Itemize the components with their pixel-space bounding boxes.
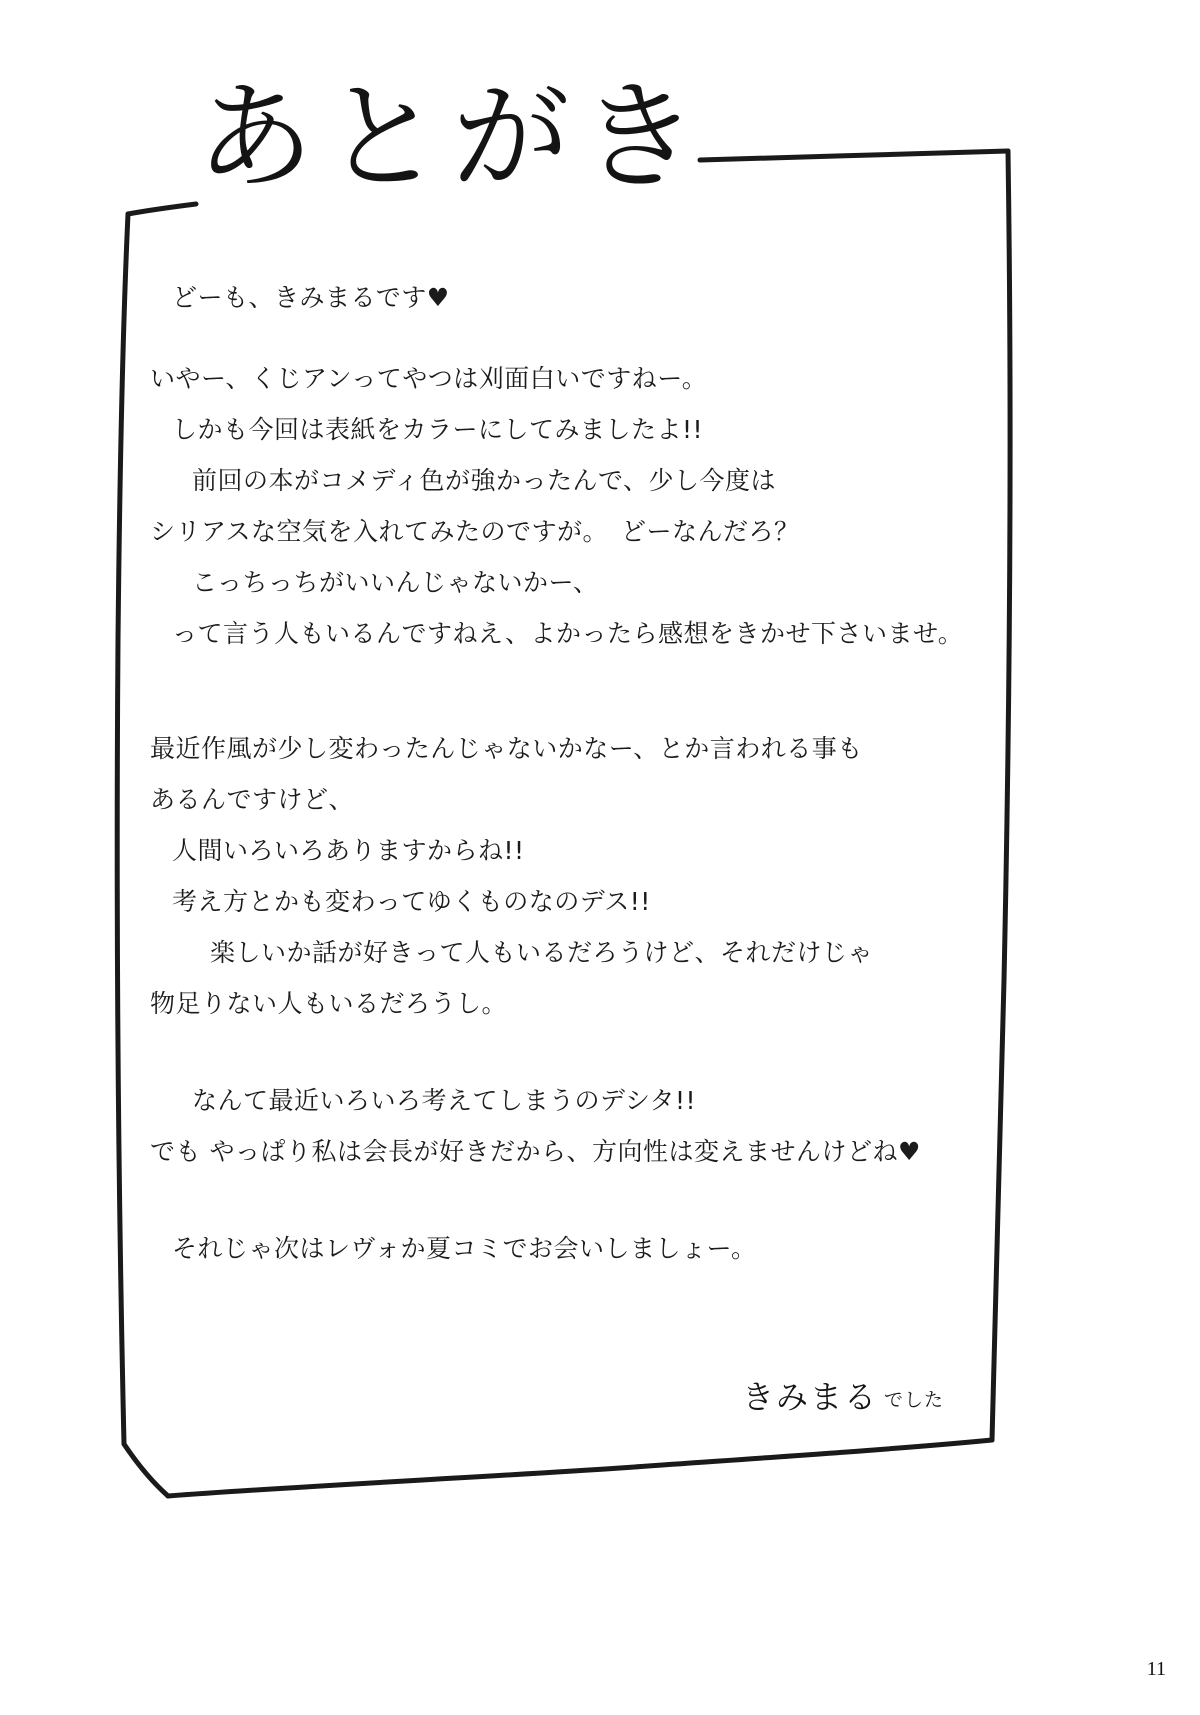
paragraph-spacer: [150, 1059, 950, 1075]
afterword-paragraph: [150, 723, 950, 1029]
afterword-paragraph: [150, 1075, 950, 1177]
paragraph-spacer: [150, 689, 950, 723]
afterword-line: あるんですけど、: [150, 785, 355, 814]
afterword-line: それじゃ次はレヴォか夏コミでお会いしましょー。: [172, 1234, 757, 1263]
afterword-line: しかも今回は表紙をカラーにしてみましたよ!!: [172, 415, 704, 444]
afterword-line: って言う人もいるんですねえ、よかったら感想をきかせ下さいませ。: [172, 619, 964, 648]
afterword-paragraph: [150, 272, 950, 323]
afterword-line: 物足りない人もいるだろうし。: [150, 989, 508, 1018]
afterword-line: いやー、くじアンってやつは刈面白いですねー。: [150, 364, 708, 393]
afterword-line: なんて最近いろいろ考えてしまうのデシタ!!: [192, 1086, 697, 1115]
afterword-paragraph: [150, 1223, 950, 1274]
afterword-line: 考え方とかも変わってゆくものなのデス!!: [172, 887, 651, 916]
afterword-line: どーも、きみまるです♥: [172, 283, 450, 312]
signature-name: きみまる: [742, 1378, 879, 1416]
signature-suffix: でした: [884, 1389, 945, 1411]
afterword-line: こっちっちがいいんじゃないかー、: [192, 568, 599, 597]
afterword-line: 楽しいか話が好きって人もいるだろうけど、それだけじゃ: [210, 938, 874, 967]
afterword-line: 人間いろいろありますからね!!: [172, 836, 525, 865]
page-title: あとがき: [196, 68, 709, 206]
afterword-paragraph: [150, 353, 964, 659]
author-signature: [742, 1372, 944, 1418]
page-number: 11: [1146, 1658, 1166, 1680]
afterword-line: 最近作風が少し変わったんじゃないかなー、とか言われる事も: [150, 734, 863, 763]
afterword-line: シリアスな空気を入れてみたのですが。 どーなんだろ？: [150, 517, 800, 546]
afterword-body: [150, 272, 964, 1304]
afterword-line: でも やっぱり私は会長が好きだから、方向性は変えませんけどね♥: [150, 1137, 921, 1166]
paragraph-spacer: [150, 1207, 950, 1223]
afterword-line: 前回の本がコメディ色が強かったんで、少し今度は: [192, 466, 777, 495]
